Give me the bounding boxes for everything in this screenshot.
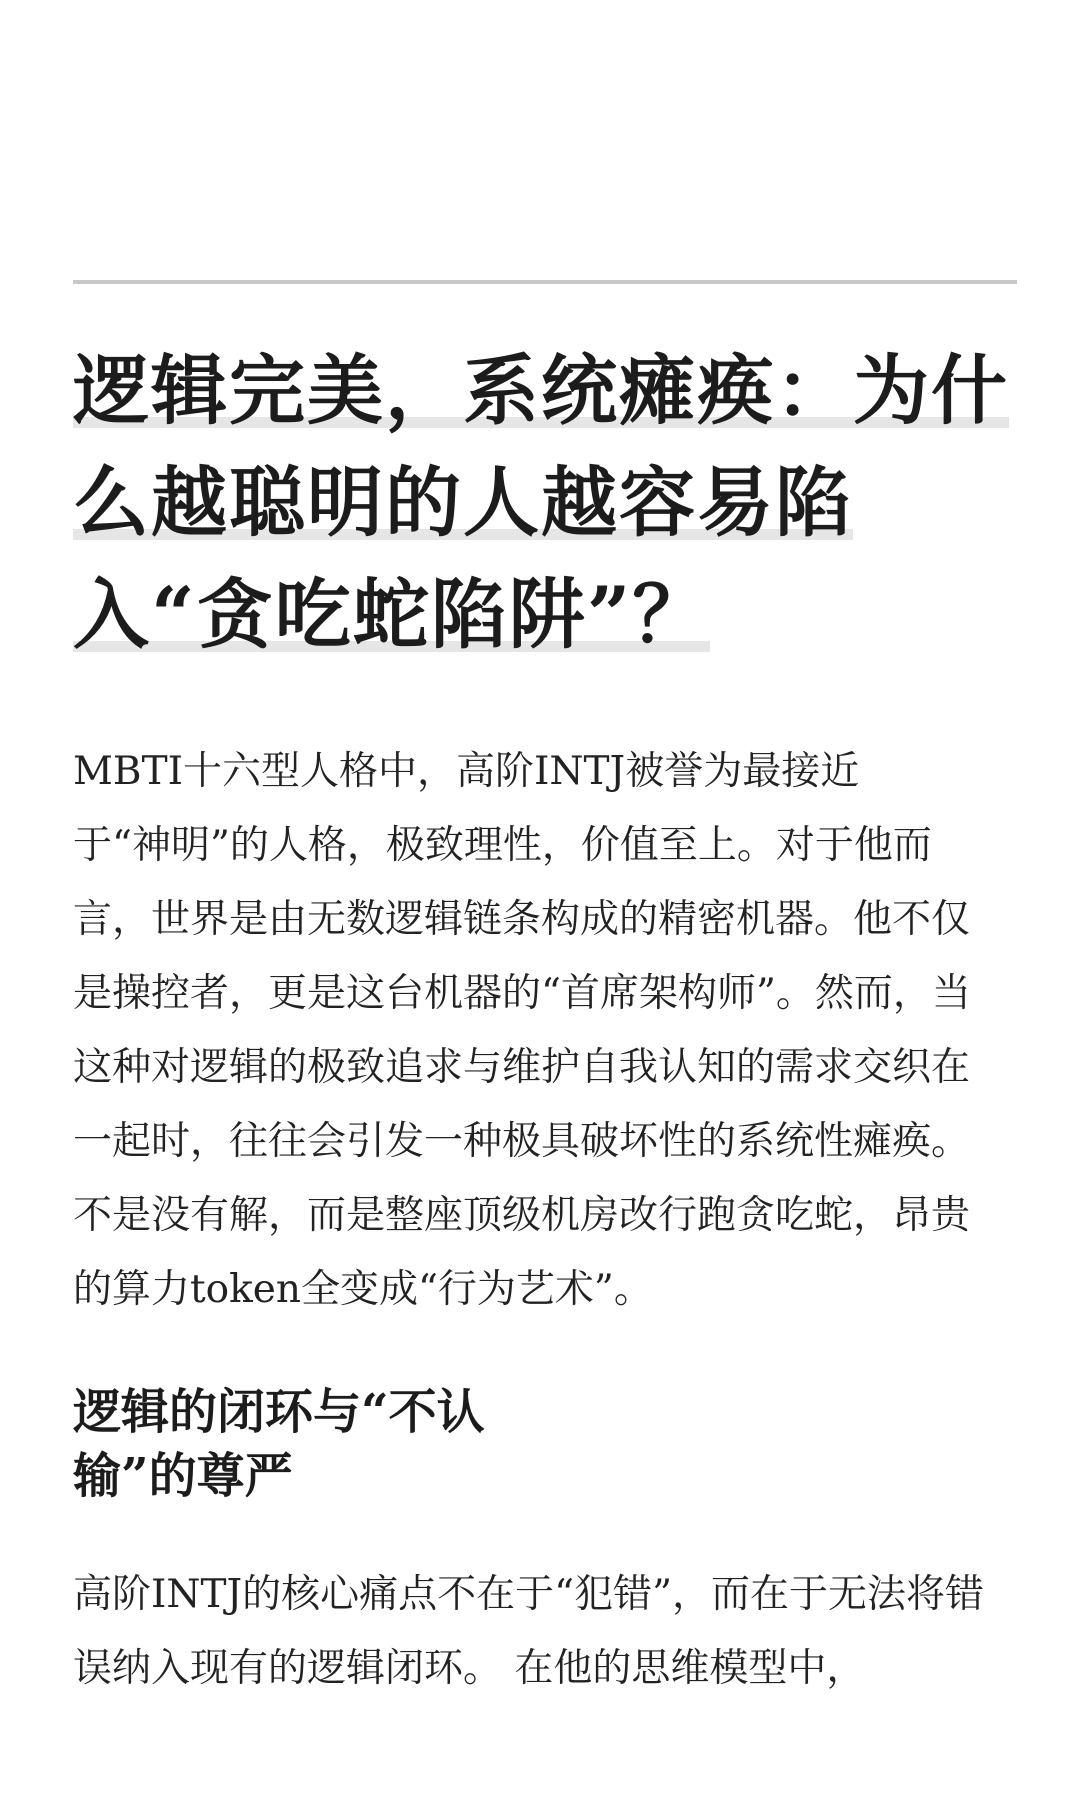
intro-line-1: MBTI十六型人格中，高阶INTJ被誉为最接近 — [73, 749, 860, 794]
intro-paragraph — [73, 735, 1003, 1327]
article-title-text: 逻辑完美，系统瘫痪：为什么越聪明的人越容易陷入“贪吃蛇陷阱”？ — [73, 346, 1009, 659]
article-title — [73, 335, 1033, 671]
section-heading: 逻辑的闭环与“不认输”的尊严 — [73, 1384, 485, 1504]
section-paragraph: 高阶INTJ的核心痛点不在于“犯错”，而在于无法将错误纳入现有的逻辑闭环。 在他的思维模型中， — [73, 1572, 985, 1691]
intro-text: 于“神明”的人格，极致理性，价值至上。对于他而言，世界是由无数逻辑链条构成的精密机器。他不仅是操控者，更是这台机器的“首席架构师”。然而，当这种对逻辑的极致追求与维护自我认知的需求交织在一起时，往往会引发一种极具破坏性的系统性瘫痪。不是没有解，而是整座顶级机房改行跑贪吃蛇，昂贵的算力token全变成“行为艺术”。 — [73, 823, 971, 1312]
top-divider — [73, 280, 1017, 284]
